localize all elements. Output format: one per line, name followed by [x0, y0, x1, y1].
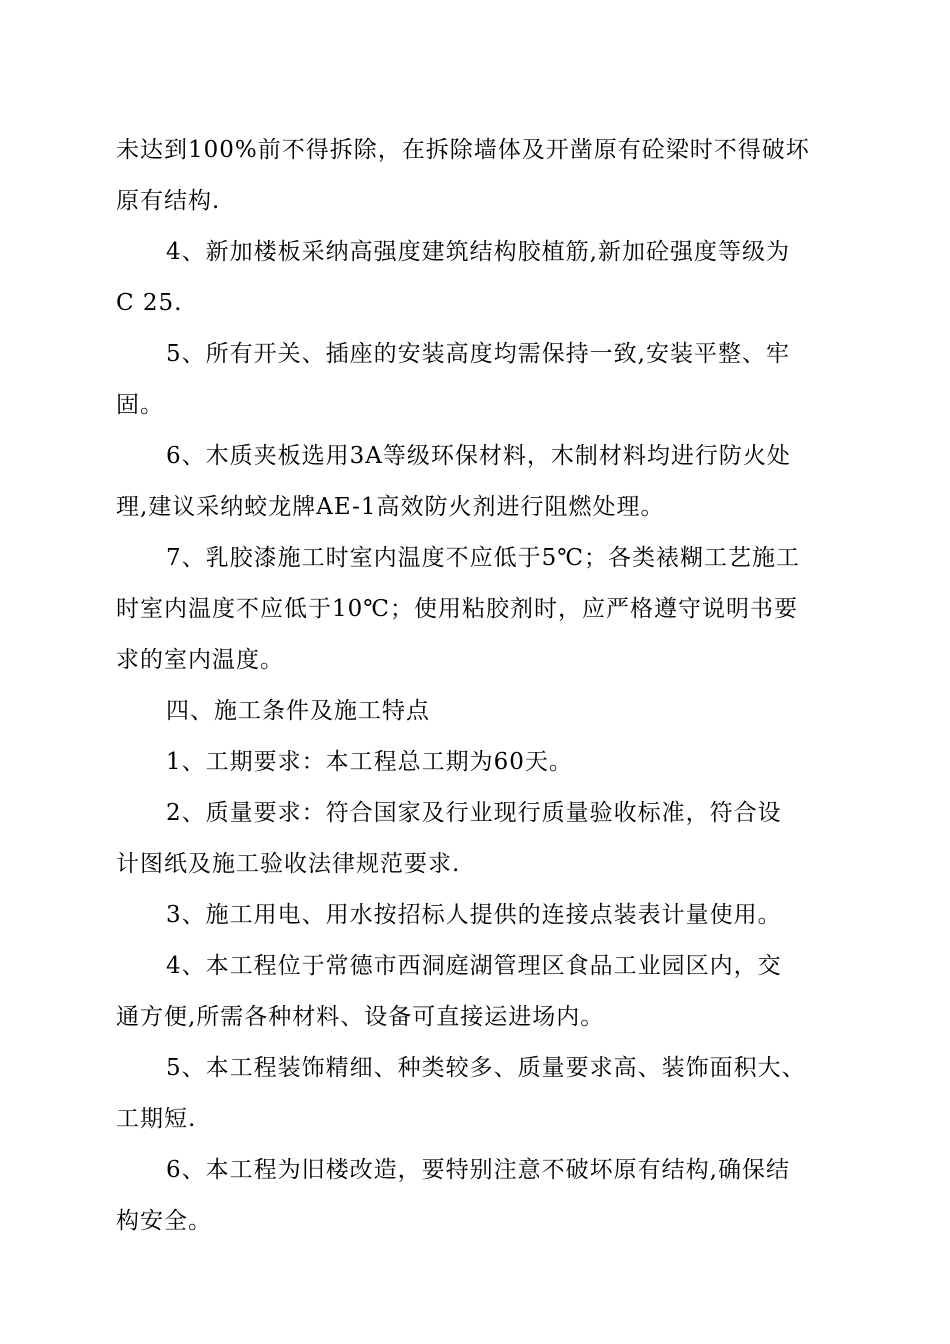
text-line-22: 构安全。 — [116, 1208, 212, 1234]
text-line-1: 未达到100%前不得拆除，在拆除墙体及开凿原有砼梁时不得破坏 — [116, 137, 810, 163]
text-line-5: 5、所有开关、插座的安装高度均需保持一致,安装平整、牢 — [166, 341, 790, 367]
text-line-8: 理,建议采纳蛟龙牌AE-1高效防火剂进行阻燃处理。 — [116, 494, 665, 520]
text-line-19: 5、本工程装饰精细、种类较多、质量要求高、装饰面积大、 — [166, 1055, 806, 1081]
text-line-16: 3、施工用电、用水按招标人提供的连接点装表计量使用。 — [166, 902, 782, 928]
text-line-13: 1、工期要求：本工程总工期为60天。 — [166, 749, 573, 775]
text-line-7: 6、木质夹板选用3A等级环保材料，木制材料均进行防火处 — [166, 443, 791, 469]
text-line-9: 7、乳胶漆施工时室内温度不应低于5℃；各类裱糊工艺施工 — [166, 545, 800, 571]
text-line-6: 固。 — [116, 392, 164, 418]
text-line-21: 6、本工程为旧楼改造，要特别注意不破坏原有结构,确保结 — [166, 1157, 790, 1183]
section-heading: 四、施工条件及施工特点 — [166, 698, 430, 724]
text-line-17: 4、本工程位于常德市西洞庭湖管理区食品工业园区内，交 — [166, 953, 782, 979]
document-body — [116, 125, 838, 1247]
text-line-11: 求的室内温度。 — [116, 647, 284, 673]
text-line-15: 计图纸及施工验收法律规范要求. — [116, 851, 461, 877]
text-line-2: 原有结构. — [116, 188, 221, 214]
text-line-3: 4、新加楼板采纳高强度建筑结构胶植筋,新加砼强度等级为 — [166, 239, 790, 265]
text-line-10: 时室内温度不应低于10℃；使用粘胶剂时，应严格遵守说明书要 — [116, 596, 798, 622]
text-line-20: 工期短. — [116, 1106, 197, 1132]
text-line-4: C 25. — [116, 290, 183, 316]
text-line-14: 2、质量要求：符合国家及行业现行质量验收标准，符合设 — [166, 800, 782, 826]
text-line-18: 通方便,所需各种材料、设备可直接运进场内。 — [116, 1004, 605, 1030]
